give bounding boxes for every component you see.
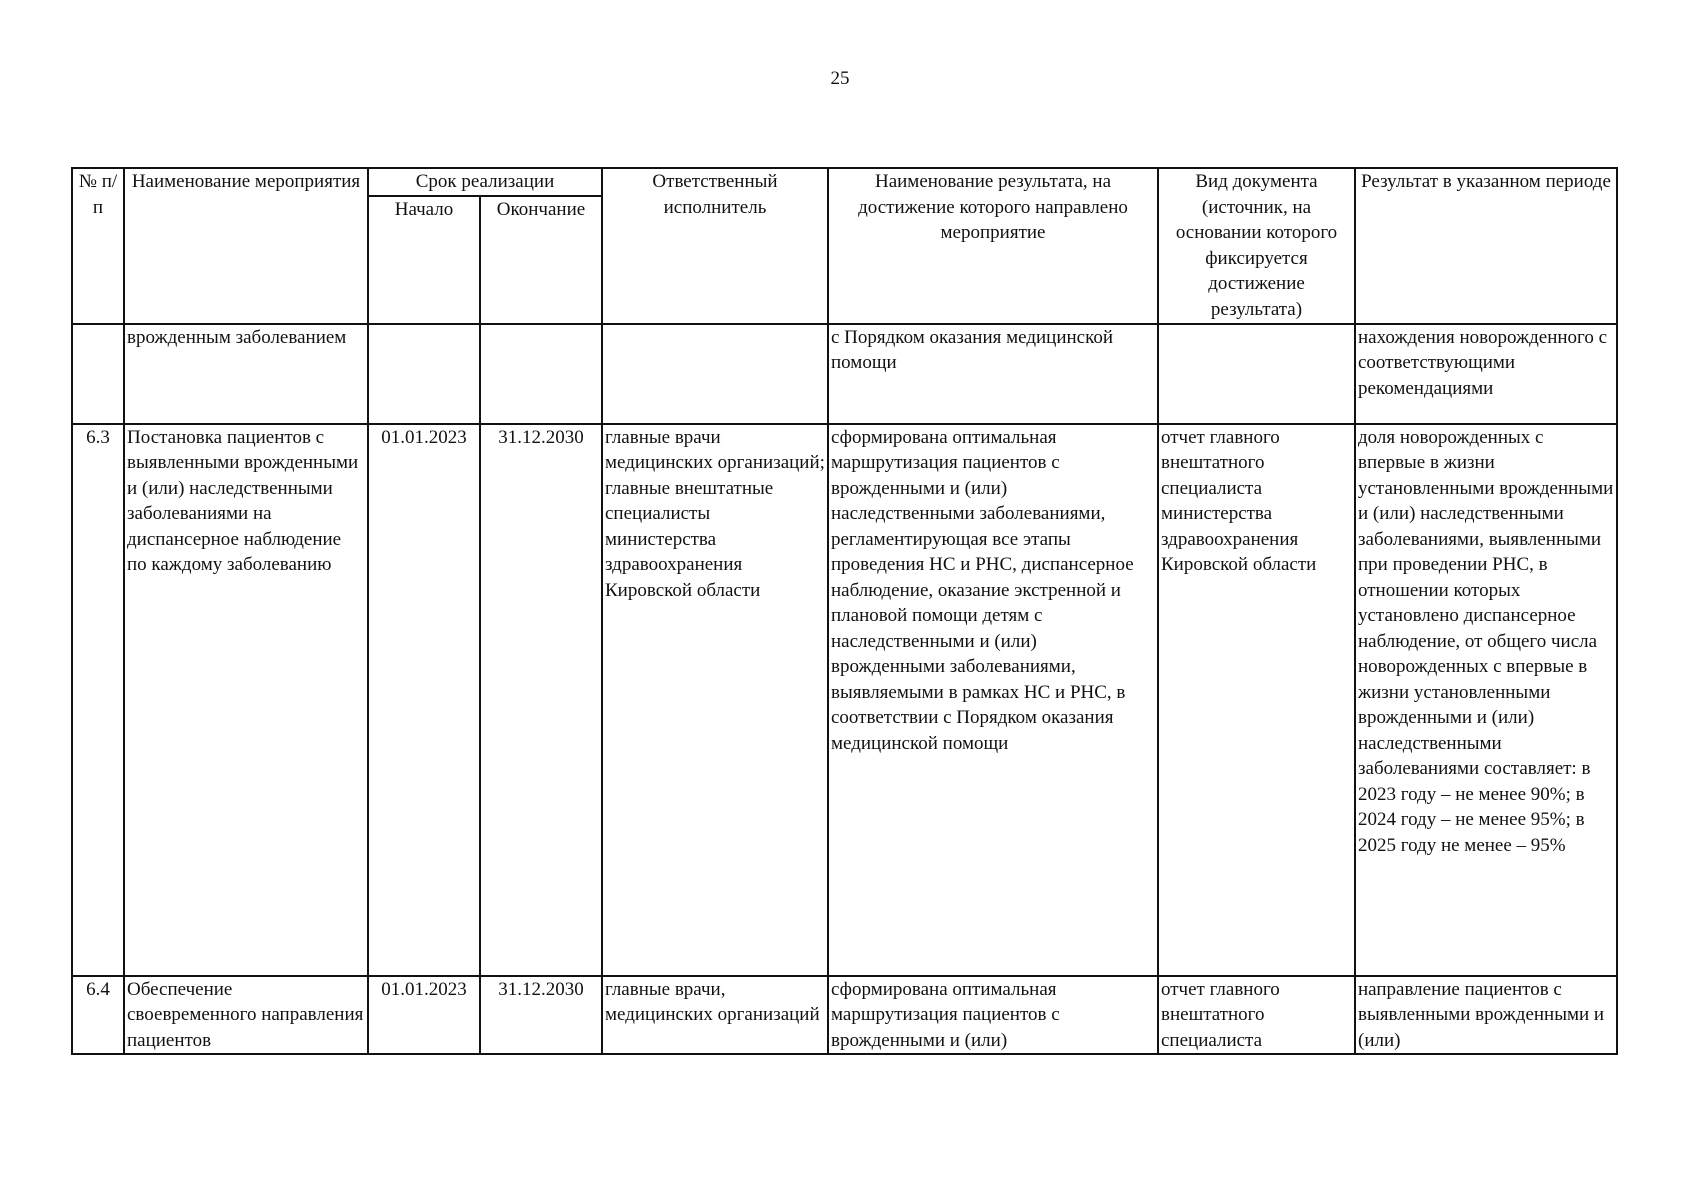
cell-responsible: главные врачи, медицинских организаций: [602, 976, 828, 1055]
header-doc-type: Вид документа (источник, на основании которого фиксируется достижение результата): [1158, 168, 1355, 324]
header-name: Наименование мероприятия: [124, 168, 368, 324]
cell-start: 01.01.2023: [368, 424, 480, 976]
header-result: Результат в указанном периоде: [1355, 168, 1617, 324]
cell-num: 6.3: [72, 424, 124, 976]
cell-doc-type: отчет главного внештатного специалиста: [1158, 976, 1355, 1055]
cell-responsible: [602, 324, 828, 424]
table-row: [72, 976, 1617, 1055]
header-period: Срок реализации: [368, 168, 602, 196]
table-row: [72, 424, 1617, 976]
activities-table: [71, 167, 1618, 1055]
cell-end: 31.12.2030: [480, 424, 602, 976]
cell-result-name: сформирована оптимальная маршрутизация пациентов с врожденными и (или) наследственными заболеваниями, регламентирующая все этапы проведения НС и РНС, диспансерное наблюдение, оказание экстренной и плановой помощи детям с наследственными и (или) врожденными заболеваниями, выявляемыми в рамках НС и РНС, в соответствии с Порядком оказания медицинской помощи: [828, 424, 1158, 976]
cell-result-name: с Порядком оказания медицинской помощи: [828, 324, 1158, 424]
header-result-name: Наименование результата, на достижение которого направлено мероприятие: [828, 168, 1158, 324]
cell-result-name: сформирована оптимальная маршрутизация пациентов с врожденными и (или): [828, 976, 1158, 1055]
cell-num: 6.4: [72, 976, 124, 1055]
cell-end: 31.12.2030: [480, 976, 602, 1055]
header-row: [72, 168, 1617, 196]
header-num: № п/п: [72, 168, 124, 324]
cell-num: [72, 324, 124, 424]
header-responsible: Ответственный исполнитель: [602, 168, 828, 324]
cell-result: доля новорожденных с впервые в жизни установленными врожденными и (или) наследственными заболеваниями, выявленными при проведении РНС, в отношении которых установлено диспансерное наблюдение, от общего числа новорожденных с впервые в жизни установленными врожденными и (или) наследственными заболеваниями составляет: в 2023 году – не менее 90%; в 2024 году – не менее 95%; в 2025 году не менее – 95%: [1355, 424, 1617, 976]
cell-name: Обеспечение своевременного направления пациентов: [124, 976, 368, 1055]
cell-result: направление пациентов с выявленными врожденными и (или): [1355, 976, 1617, 1055]
header-start: Начало: [368, 196, 480, 324]
cell-name: Постановка пациентов с выявленными врожденными и (или) наследственными заболеваниями на диспансерное наблюдение по каждому заболеванию: [124, 424, 368, 976]
cell-end: [480, 324, 602, 424]
cell-name: врожденным заболеванием: [124, 324, 368, 424]
cell-result: нахождения новорожденного с соответствующими рекомендациями: [1355, 324, 1617, 424]
table-row: [72, 324, 1617, 424]
cell-start: [368, 324, 480, 424]
header-end: Окончание: [480, 196, 602, 324]
cell-doc-type: [1158, 324, 1355, 424]
page-number: 25: [830, 68, 850, 89]
cell-responsible: главные врачи медицинских организаций; главные внештатные специалисты министерства здравоохранения Кировской области: [602, 424, 828, 976]
cell-doc-type: отчет главного внештатного специалиста министерства здравоохранения Кировской области: [1158, 424, 1355, 976]
cell-start: 01.01.2023: [368, 976, 480, 1055]
